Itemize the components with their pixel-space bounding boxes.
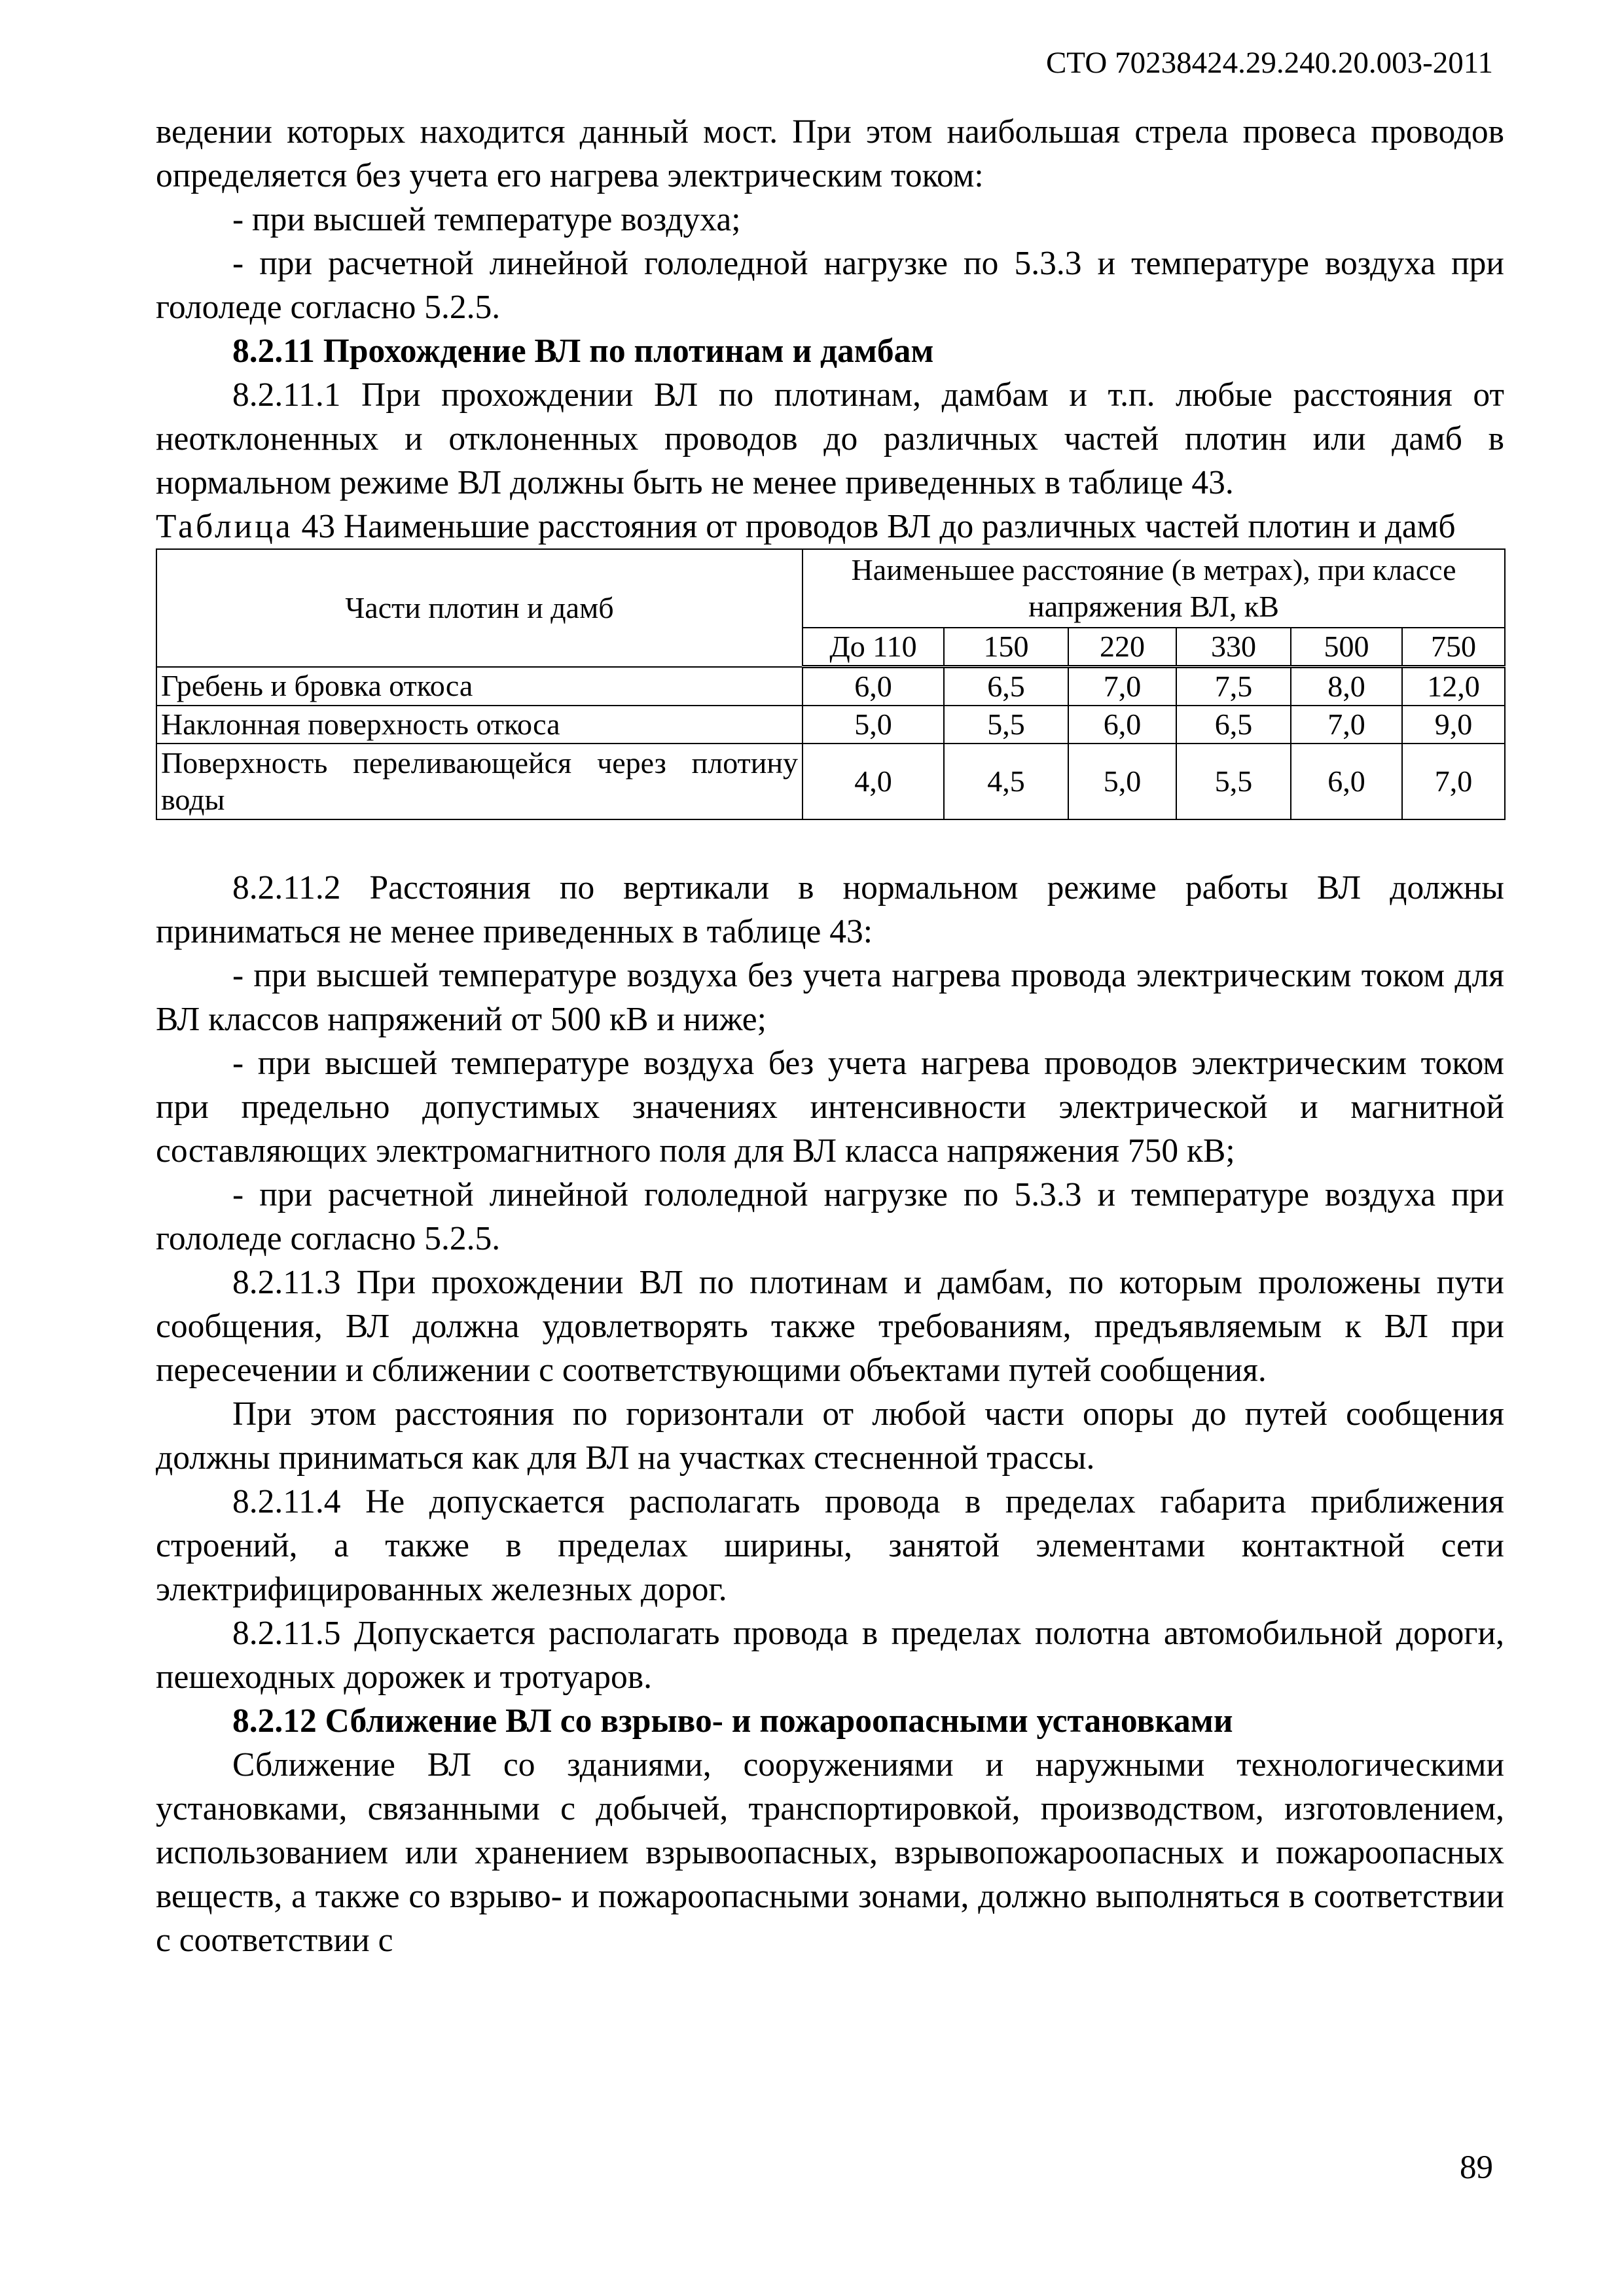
row-label: Поверхность переливающейся через плотину воды (156, 744, 803, 819)
table-cell: 6,0 (1068, 706, 1176, 744)
table-cell: 6,5 (944, 667, 1068, 706)
row-label: Наклонная поверхность откоса (156, 706, 803, 744)
paragraph-continuation: ведении которых находится данный мост. При этом наибольшая стрела провеса проводов определяется без учета его нагрева электрическим током: (156, 113, 1504, 194)
table-cell: 9,0 (1402, 706, 1505, 744)
list-item: - при высшей температуре воздуха без учета нагрева провода электрическим током для ВЛ классов напряжений от 500 кВ и ниже; (156, 957, 1504, 1038)
table-cell: 7,0 (1402, 744, 1505, 819)
distances-table (156, 548, 1506, 820)
voltage-class-header: 330 (1176, 628, 1291, 667)
page-number: 89 (1460, 2149, 1493, 2186)
paragraph: При этом расстояния по горизонтали от любой части опоры до путей сообщения должны приниматься как для ВЛ на участках стесненной трассы. (156, 1395, 1504, 1477)
table-cell: 5,0 (1068, 744, 1176, 819)
list-item: - при расчетной линейной гололедной нагрузке по 5.3.3 и температуре воздуха при гололеде согласно 5.2.5. (156, 1176, 1504, 1257)
voltage-class-header: 500 (1291, 628, 1402, 667)
table-row (156, 667, 1505, 706)
list-item: - при высшей температуре воздуха без учета нагрева проводов электрическим током при предельно допустимых значениях интенсивности электрической и магнитной составляющих электромагнитного поля для ВЛ класса напряжения 750 кВ; (156, 1045, 1504, 1170)
paragraph-8-2-11-1: 8.2.11.1 При прохождении ВЛ по плотинам, дамбам и т.п. любые расстояния от неотклоненных и отклоненных проводов до различных частей плотин или дамб в нормальном режиме ВЛ должны быть не менее приведенных в таблице 43. (156, 376, 1504, 501)
paragraph-8-2-11-5: 8.2.11.5 Допускается располагать провода в пределах полотна автомобильной дороги, пешеходных дорожек и тротуаров. (156, 1615, 1504, 1696)
spacer (156, 820, 1504, 866)
column-header-dam-parts: Части плотин и дамб (156, 549, 803, 667)
table-cell: 7,0 (1291, 706, 1402, 744)
table-cell: 6,0 (803, 667, 944, 706)
table-cell: 4,5 (944, 744, 1068, 819)
table-cell: 4,0 (803, 744, 944, 819)
table-cell: 5,0 (803, 706, 944, 744)
paragraph-8-2-11-4: 8.2.11.4 Не допускается располагать провода в пределах габарита приближения строений, а также в пределах ширины, занятой элементами контактной сети электрифицированных железных дорог. (156, 1483, 1504, 1608)
table-cell: 8,0 (1291, 667, 1402, 706)
section-heading-8-2-12: 8.2.12 Сближение ВЛ со взрыво- и пожароопасными установками (232, 1702, 1233, 1740)
table-row (156, 706, 1505, 744)
voltage-class-header: 750 (1402, 628, 1505, 667)
table-title-word: Таблица (156, 508, 293, 545)
document-code-header: СТО 70238424.29.240.20.003-2011 (1045, 46, 1493, 80)
table-row (156, 744, 1505, 819)
table-title (156, 505, 1504, 548)
section-heading-8-2-11: 8.2.11 Прохождение ВЛ по плотинам и дамбам (232, 332, 934, 370)
table-cell: 5,5 (1176, 744, 1291, 819)
table-cell: 6,5 (1176, 706, 1291, 744)
row-label: Гребень и бровка откоса (156, 667, 803, 706)
list-item-ice-load: - при расчетной линейной гололедной нагрузке по 5.3.3 и температуре воздуха при гололеде согласно 5.2.5. (156, 245, 1504, 326)
voltage-class-header: 150 (944, 628, 1068, 667)
table-cell: 6,0 (1291, 744, 1402, 819)
column-header-min-distance: Наименьшее расстояние (в метрах), при классе напряжения ВЛ, кВ (803, 549, 1505, 628)
paragraph-8-2-11-2: 8.2.11.2 Расстояния по вертикали в нормальном режиме работы ВЛ должны приниматься не менее приведенных в таблице 43: (156, 869, 1504, 950)
table-cell: 12,0 (1402, 667, 1505, 706)
document-body (156, 110, 1504, 1962)
table-cell: 5,5 (944, 706, 1068, 744)
list-item-highest-temperature: - при высшей температуре воздуха; (232, 201, 741, 238)
paragraph-8-2-11-3: 8.2.11.3 При прохождении ВЛ по плотинам и дамбам, по которым проложены пути сообщения, ВЛ должна удовлетворять также требованиям, предъявляемым к ВЛ при пересечении и сближении с соответствующими объектами путей сообщения. (156, 1264, 1504, 1389)
voltage-class-header: 220 (1068, 628, 1176, 667)
voltage-class-header: До 110 (803, 628, 944, 667)
table-cell: 7,0 (1068, 667, 1176, 706)
table-title-text: 43 Наименьшие расстояния от проводов ВЛ до различных частей плотин и дамб (293, 508, 1456, 545)
paragraph-8-2-12: Сближение ВЛ со зданиями, сооружениями и наружными технологическими установками, связанными с добычей, транспортировкой, производством, изготовлением, использованием или хранением взрывоопасных, взрывопожароопасных и пожароопасных веществ, а также со взрыво- и пожароопасными зонами, должно выполняться в соответствии с соответствии с (156, 1746, 1504, 1959)
table-cell: 7,5 (1176, 667, 1291, 706)
